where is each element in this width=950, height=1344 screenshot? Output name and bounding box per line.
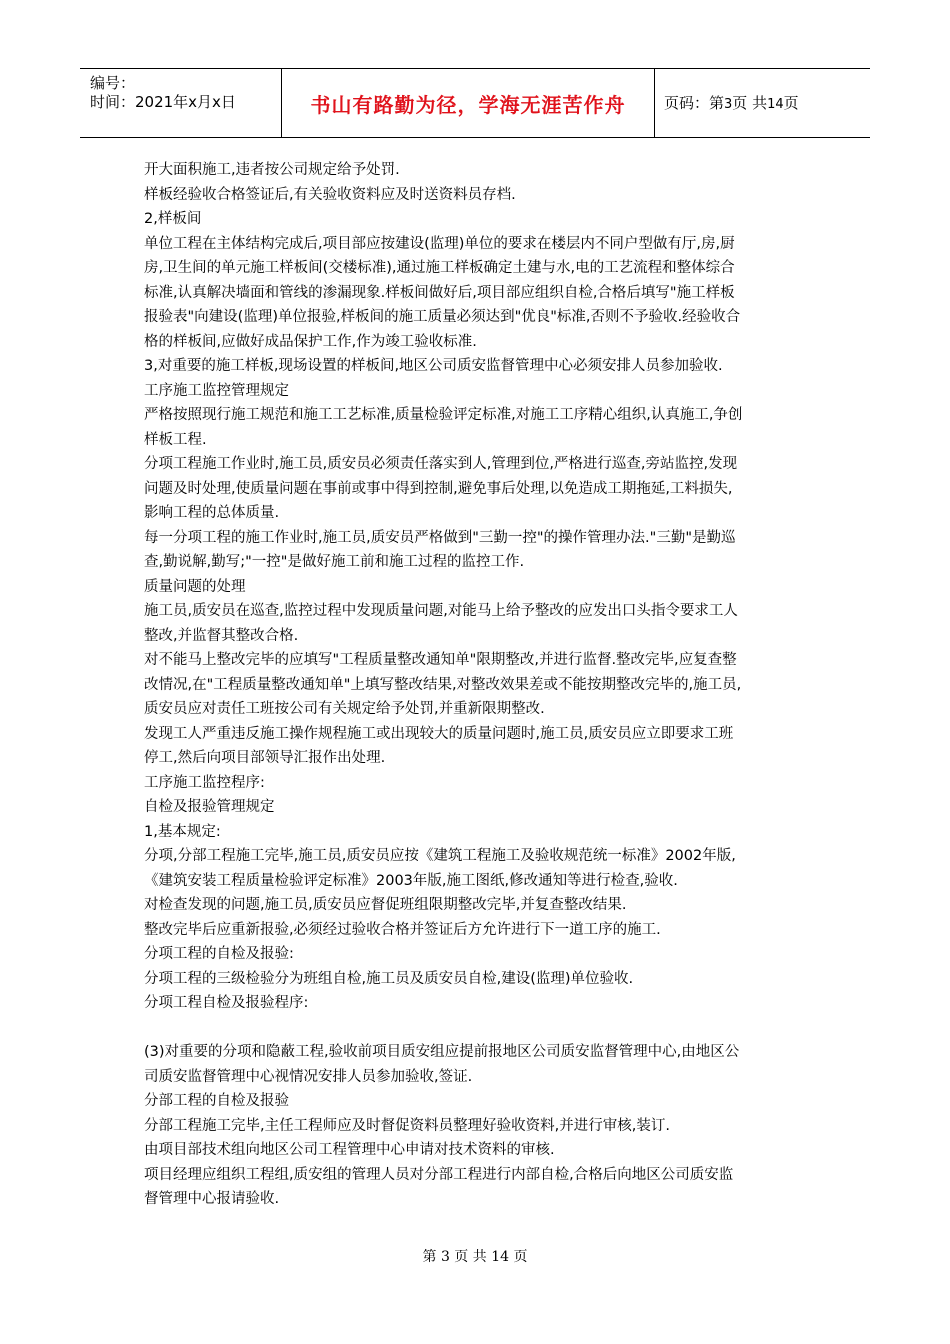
body-line: 影响工程的总体质量. (144, 505, 280, 521)
page-footer: 第 3 页 共 14 页 (422, 1249, 528, 1265)
body-line: 司质安监督管理中心视情况安排人员参加验收,签证. (144, 1068, 473, 1085)
body-line: 分项工程自检及报验程序: (144, 995, 309, 1011)
body-line: 查,勤说解,勤写;"一控"是做好施工前和施工过程的监控工作. (144, 554, 525, 570)
body-line: 开大面积施工,违者按公司规定给予处罚. (144, 162, 400, 178)
page-indicator (664, 93, 799, 115)
body-line: 报验表"向建设(监理)单位报验,样板间的施工质量必须达到"优良"标准,否则不予验收.经验收合 (144, 309, 741, 325)
body-line: 格的样板间,应做好成品保护工作,作为竣工验收标准. (144, 333, 477, 350)
body-line: 整改,并监督其整改合格. (144, 627, 299, 644)
page-suffix: 页 (783, 94, 799, 112)
body-line: 《建筑安装工程质量检验评定标准》2003年版,施工图纸,修改通知等进行检查,验收. (144, 872, 678, 889)
page-prefix: 页码：第 (664, 94, 725, 112)
body-line: 分项工程的三级检验分为班组自检,施工员及质安员自检,建设(监理)单位验收. (144, 970, 634, 987)
body-line: 1,基本规定: (144, 823, 221, 840)
body-line: 整改完毕后应重新报验,必须经过验收合格并签证后方允许进行下一道工序的施工. (144, 921, 661, 938)
body-line: 工序施工监控程序: (144, 774, 265, 791)
page-current: 3 (724, 97, 733, 112)
body-line: 质量问题的处理 (144, 578, 246, 595)
header-motto-cell (282, 69, 655, 137)
body-line: 停工,然后向项目部领导汇报作出处理. (144, 750, 386, 766)
body-line: 对检查发现的问题,施工员,质安员应督促班组限期整改完毕,并复查整改结果. (144, 897, 627, 913)
body-line (144, 1016, 804, 1041)
body-line: 分项工程的自检及报验: (144, 946, 294, 962)
body-line: (3)对重要的分项和隐蔽工程,验收前项目质安组应提前报地区公司质安监督管理中心,由地区公 (144, 1044, 740, 1060)
body-line: 分部工程施工完毕,主任工程师应及时督促资料员整理好验收资料,并进行审核,装订. (144, 1117, 670, 1134)
serial-label: 编号： (90, 74, 136, 92)
body-line: 问题及时处理,使质量问题在事前或事中得到控制,避免事后处理,以免造成工期拖延,工料损失, (144, 480, 733, 497)
body-line: 分项,分部工程施工完毕,施工员,质安员应按《建筑工程施工及验收规范统一标准》2002年版, (144, 848, 736, 864)
body-line: 严格按照现行施工规范和施工工艺标准,质量检验评定标准,对施工工序精心组织,认真施工,争创 (144, 407, 743, 423)
body-line: 质安员应对责任工班按公司有关规定给予处罚,并重新限期整改. (144, 701, 545, 717)
date-label: 时间：2021年x月x日 (90, 93, 236, 111)
body-line: 样板经验收合格签证后,有关验收资料应及时送资料员存档. (144, 186, 516, 203)
body-line: 项目经理应组织工程组,质安组的管理人员对分部工程进行内部自检,合格后向地区公司质安监 (144, 1166, 734, 1183)
body-line: 2,样板间 (144, 211, 202, 227)
page-mid: 页 共 (732, 94, 768, 112)
body-line: 对不能马上整改完毕的应填写"工程质量整改通知单"限期整改,并进行监督.整改完毕,应复查整 (144, 652, 737, 668)
body-line: 改情况,在"工程质量整改通知单"上填写整改结果,对整改效果差或不能按期整改完毕的,施工员, (144, 676, 742, 693)
body-line: 标准,认真解决墙面和管线的渗漏现象.样板间做好后,项目部应组织自检,合格后填写"施工样板 (144, 284, 735, 301)
body-line: 分部工程的自检及报验 (144, 1093, 289, 1109)
body-line: 由项目部技术组向地区公司工程管理中心申请对技术资料的审核. (144, 1142, 555, 1158)
body-line: 分项工程施工作业时,施工员,质安员必须责任落实到人,管理到位,严格进行巡查,旁站监控,发现 (144, 456, 738, 472)
motto: 书山有路勤为径，学海无涯苦作舟 (310, 93, 626, 117)
body-line: 样板工程. (144, 431, 207, 448)
body-line: 房,卫生间的单元施工样板间(交楼标准),通过施工样板确定土建与水,电的工艺流程和整体综合 (144, 260, 735, 276)
body-line: 施工员,质安员在巡查,监控过程中发现质量问题,对能马上给予整改的应发出口头指令要求工人 (144, 603, 738, 619)
body-line: 工序施工监控管理规定 (144, 382, 289, 399)
body-line: 每一分项工程的施工作业时,施工员,质安员严格做到"三勤一控"的操作管理办法."三勤"是勤巡 (144, 529, 736, 546)
body-line: 发现工人严重违反施工操作规程施工或出现较大的质量问题时,施工员,质安员应立即要求工班 (144, 725, 734, 742)
body-line: 督管理中心报请验收. (144, 1191, 280, 1207)
header-info-cell (80, 69, 282, 137)
body-line: 3,对重要的施工样板,现场设置的样板间,地区公司质安监督管理中心必须安排人员参加验收. (144, 358, 723, 374)
body-line: 单位工程在主体结构完成后,项目部应按建设(监理)单位的要求在楼层内不同户型做有厅,房,厨 (144, 235, 735, 252)
body-line: 自检及报验管理规定 (144, 799, 275, 815)
page-total: 14 (767, 97, 784, 112)
page-header (80, 68, 870, 138)
header-page-cell (655, 69, 870, 137)
document-body (144, 158, 804, 1212)
